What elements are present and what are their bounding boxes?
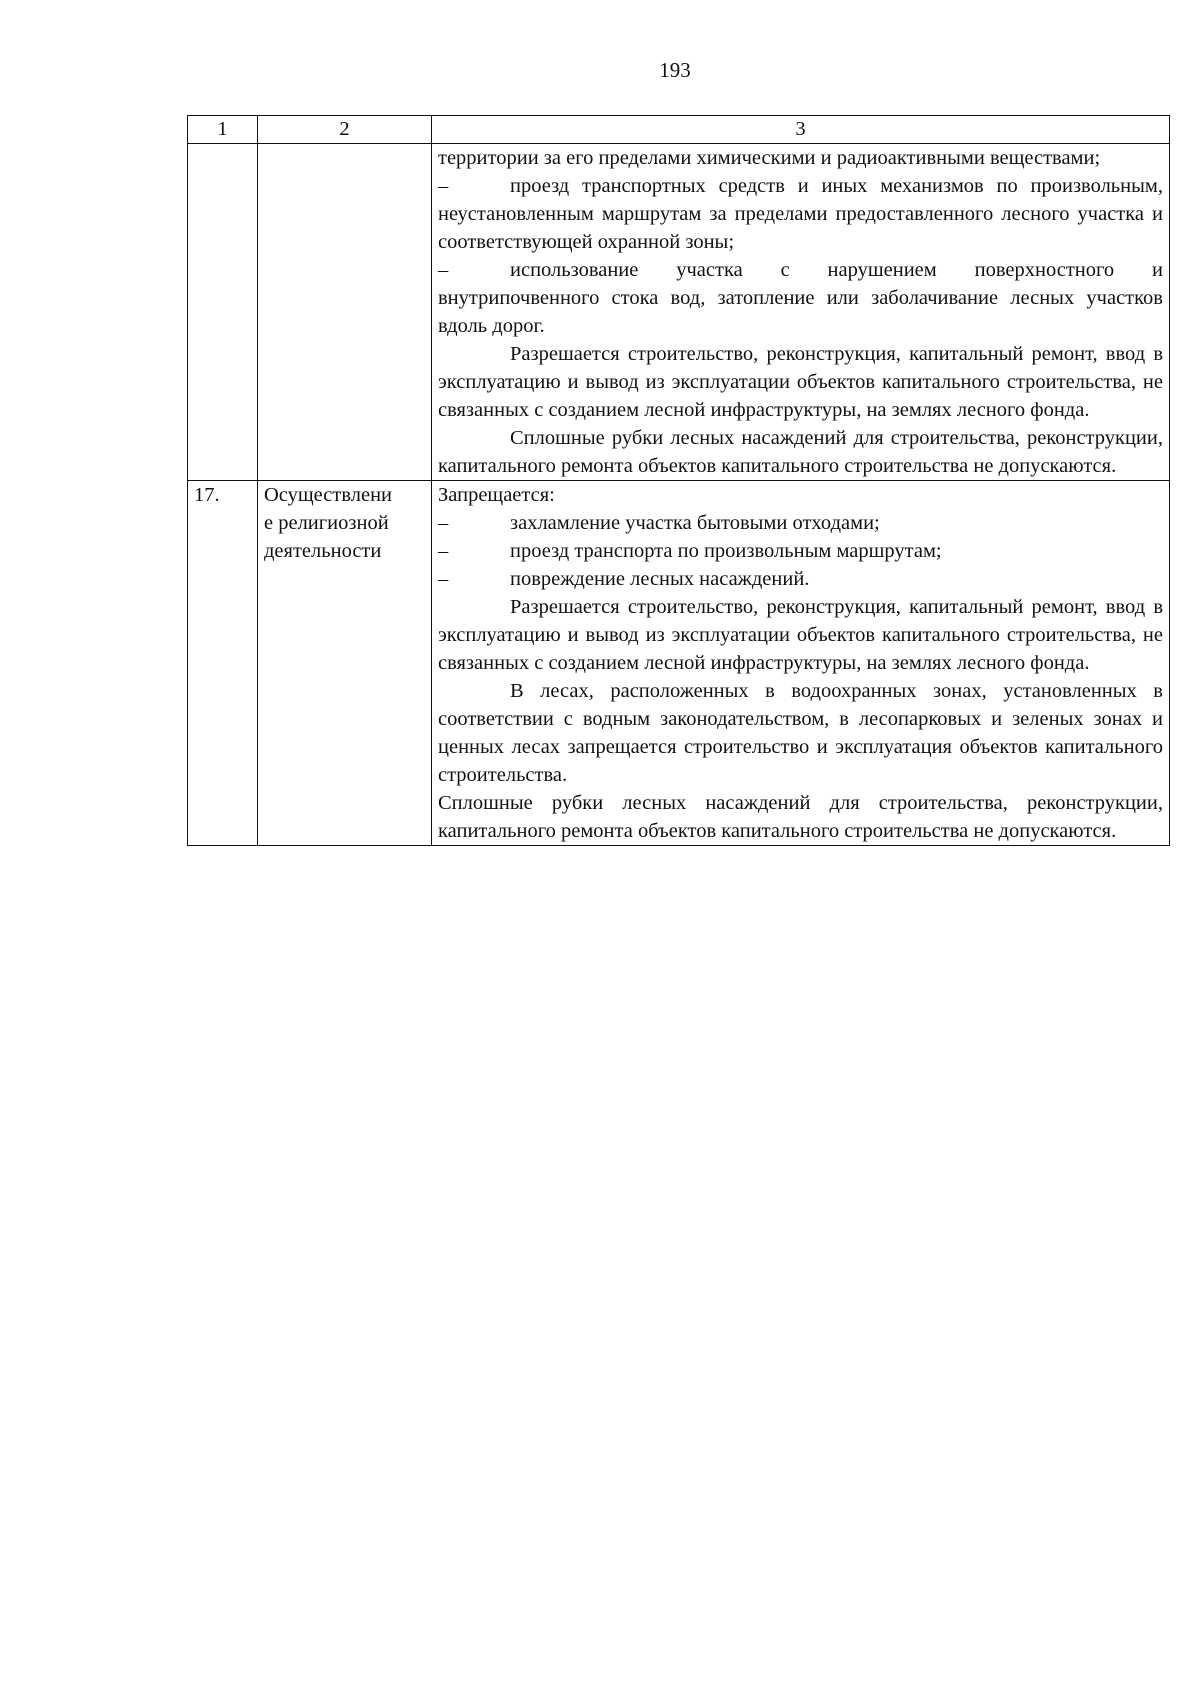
rule-dash-item xyxy=(438,537,1163,565)
rule-paragraph: Сплошные рубки лесных насаждений для строительства, реконструкции, капитального ремонта объектов капитального строительства не допускаются. xyxy=(438,792,1163,842)
rule-dash-item xyxy=(438,256,1163,340)
rule-paragraph: Сплошные рубки лесных насаждений для строительства, реконструкции, капитального ремонта объектов капитального строительства не допускаются. xyxy=(438,427,1163,477)
dash-marker: – xyxy=(438,259,449,281)
rule-dash-text: проезд транспортных средств и иных механизмов по произвольным, неустановленным маршрутам за пределами предоставленного лесного участка и соответствующей охранной зоны; xyxy=(438,175,1163,253)
rule-dash-text: проезд транспорта по произвольным маршрутам; xyxy=(510,540,942,562)
rules-cell xyxy=(432,144,1170,481)
dash-marker: – xyxy=(438,512,449,534)
rule-text: территории за его пределами химическими и радиоактивными веществами; xyxy=(438,147,1101,169)
header-col-1: 1 xyxy=(188,116,258,144)
rule-paragraph: Разрешается строительство, реконструкция, капитальный ремонт, ввод в эксплуатацию и вывод из эксплуатации объектов капитального строительства, не связанных с созданием лесной инфраструктуры, на землях лесного фонда. xyxy=(438,596,1163,674)
header-col-2: 2 xyxy=(258,116,432,144)
row-number-cell xyxy=(188,144,258,481)
table-header-row xyxy=(188,116,1170,144)
header-col-3: 3 xyxy=(432,116,1170,144)
page-number: 193 xyxy=(659,58,691,82)
rule-dash-text: повреждение лесных насаждений. xyxy=(510,568,810,590)
activity-name-line: Осуществлени xyxy=(264,484,393,506)
activity-name-cell xyxy=(258,481,432,846)
row-number-cell: 17. xyxy=(188,481,258,846)
dash-marker: – xyxy=(438,568,449,590)
rule-dash-item xyxy=(438,565,1163,593)
table-row-17 xyxy=(188,481,1170,846)
activity-name-line: е религиозной xyxy=(264,512,389,534)
dash-marker: – xyxy=(438,175,449,197)
rule-dash-text: использование участка с нарушением поверхностного и внутрипочвенного стока вод, затопление или заболачивание лесных участков вдоль дорог. xyxy=(438,259,1163,337)
rule-dash-item xyxy=(438,172,1163,256)
table-row-continued xyxy=(188,144,1170,481)
activity-name-line: деятельности xyxy=(264,540,382,562)
rule-paragraph: В лесах, расположенных в водоохранных зонах, установленных в соответствии с водным законодательством, в лесопарковых и зеленых зонах и ценных лесах запрещается строительство и эксплуатация объектов капитального строительства. xyxy=(438,680,1163,786)
rule-dash-text: захламление участка бытовыми отходами; xyxy=(510,512,880,534)
rules-cell xyxy=(432,481,1170,846)
rule-paragraph: Разрешается строительство, реконструкция, капитальный ремонт, ввод в эксплуатацию и вывод из эксплуатации объектов капитального строительства, не связанных с созданием лесной инфраструктуры, на землях лесного фонда. xyxy=(438,343,1163,421)
dash-marker: – xyxy=(438,540,449,562)
rule-heading: Запрещается: xyxy=(438,484,555,506)
activity-name-cell xyxy=(258,144,432,481)
regulation-table xyxy=(187,115,1170,846)
rule-dash-item xyxy=(438,509,1163,537)
